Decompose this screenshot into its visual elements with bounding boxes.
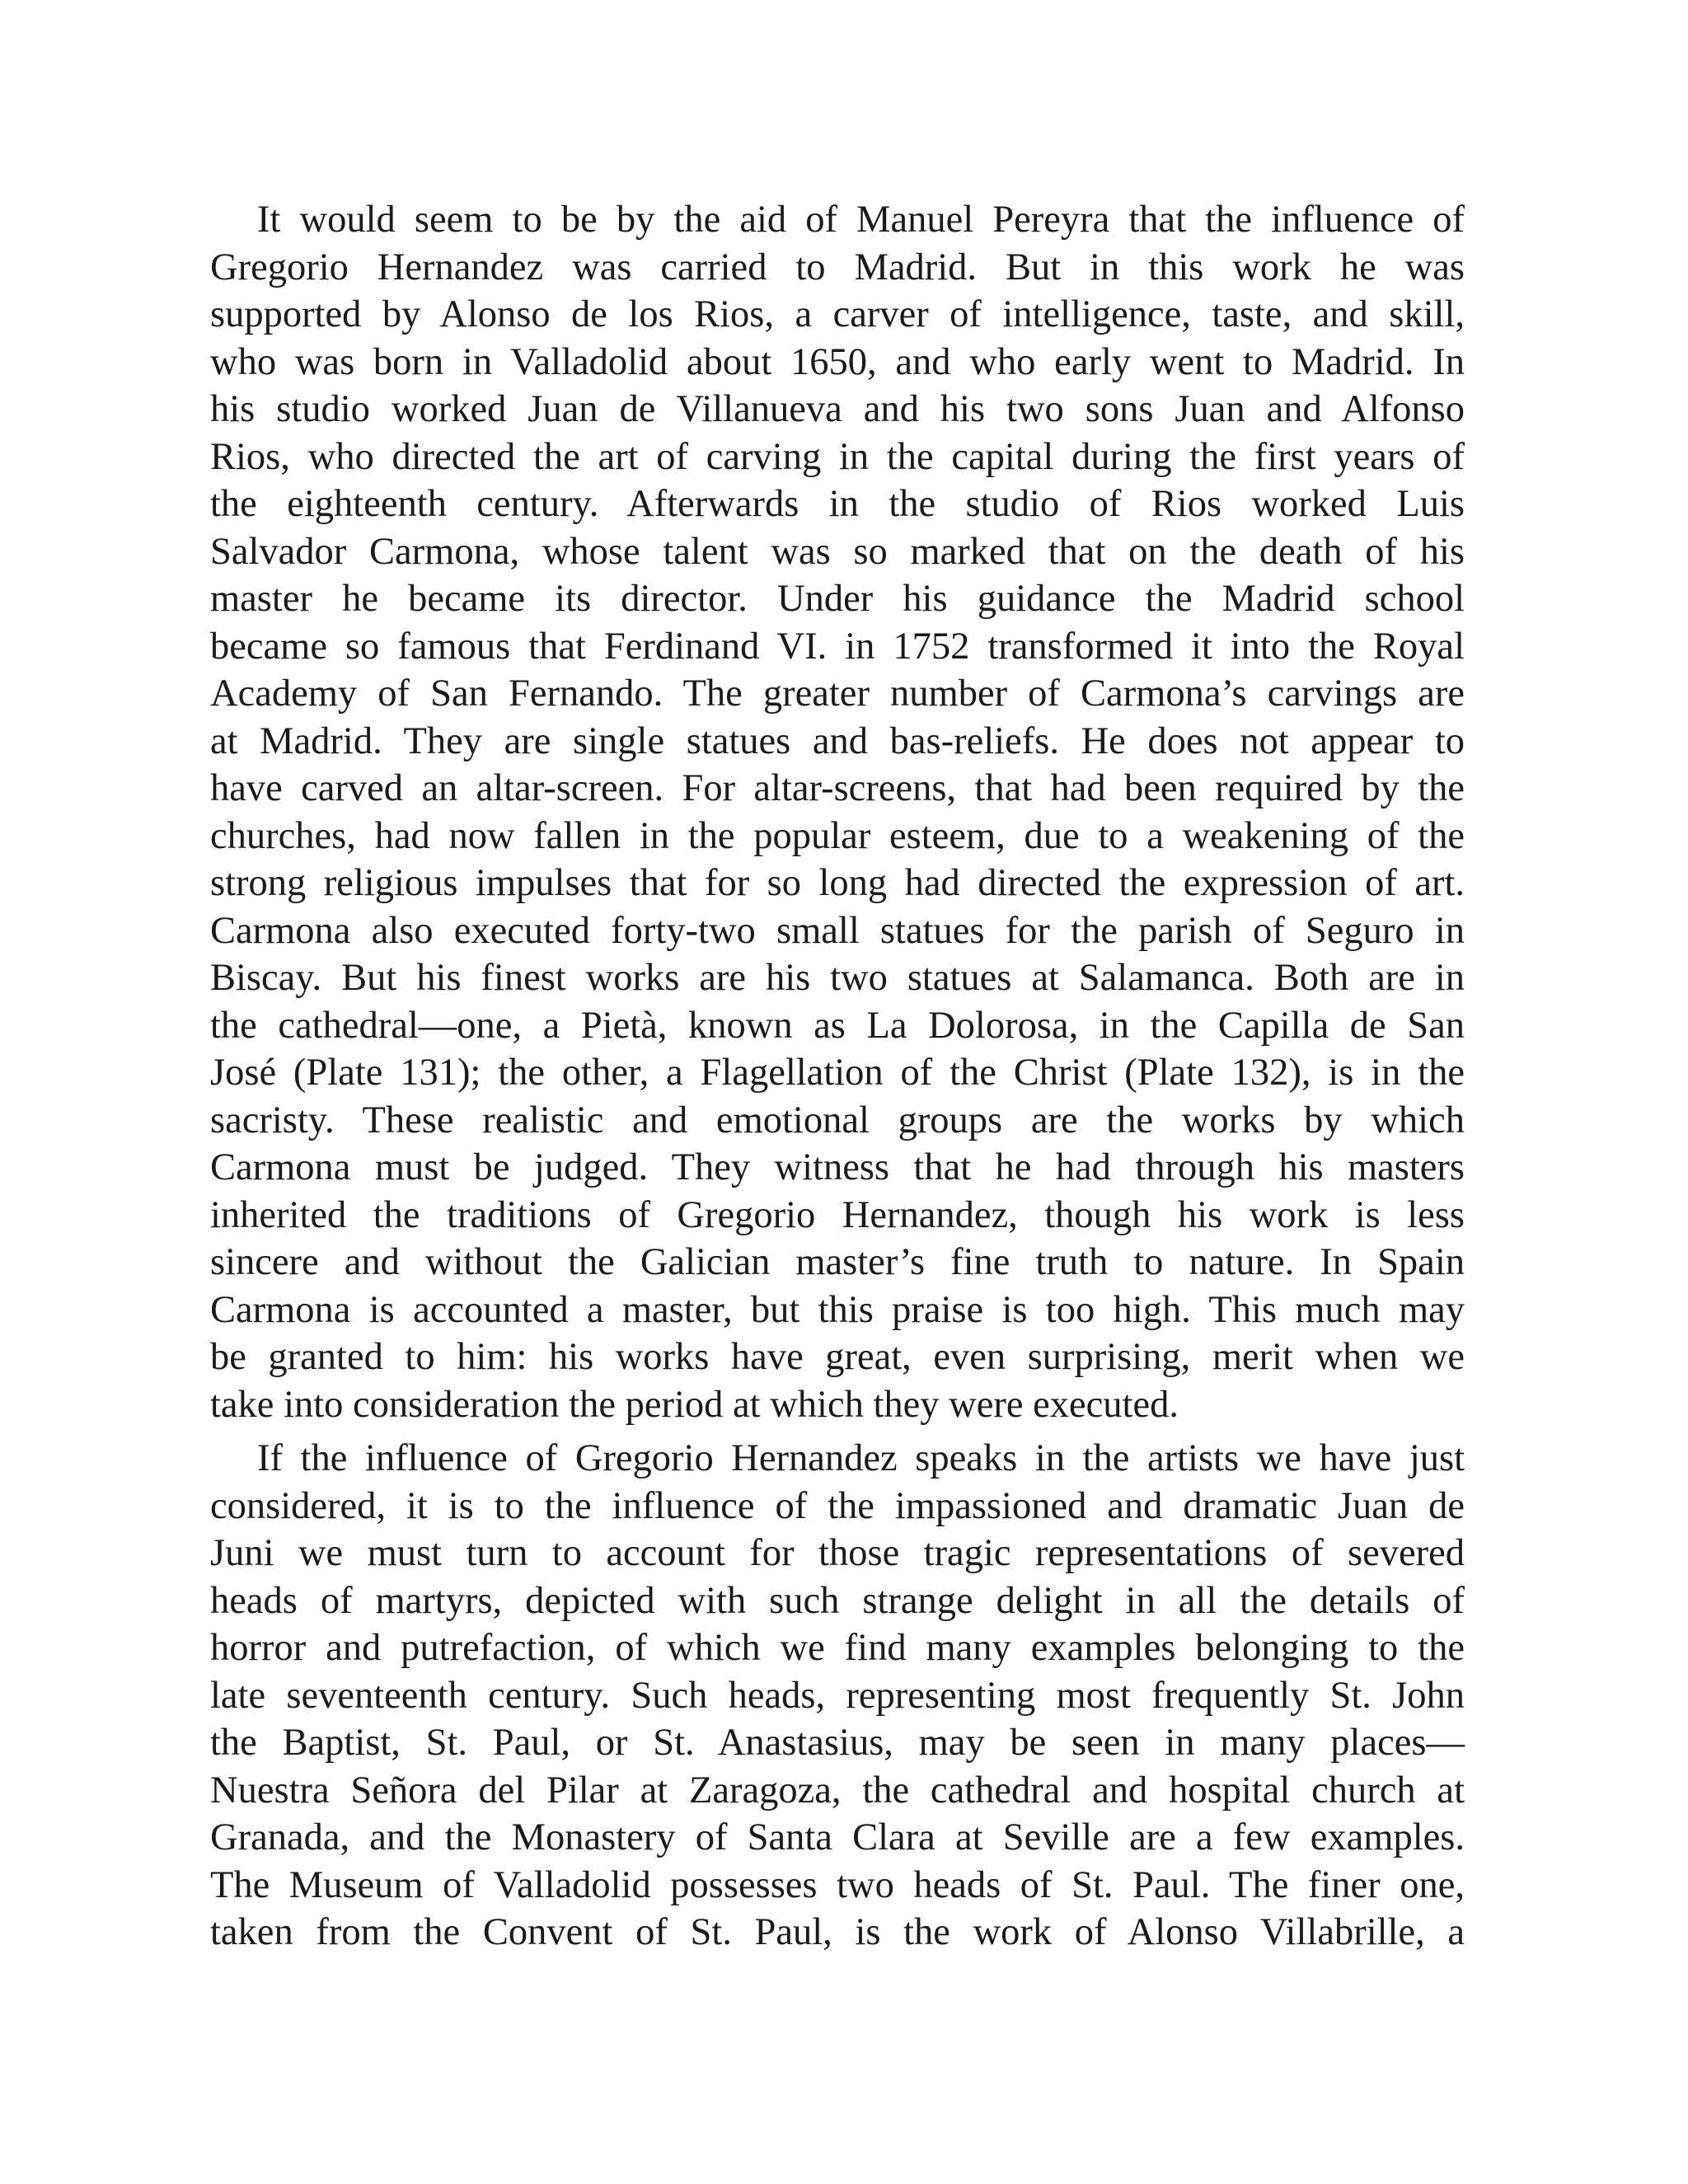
text-line: heads of martyrs, depicted with such strange delight in all the details of [210, 1579, 1465, 1622]
text-line: sacristy. These realistic and emotional groups are the works by which [210, 1099, 1465, 1141]
text-line: Granada, and the Monastery of Santa Clara at Seville are a few examples. [210, 1816, 1465, 1858]
text-line: Gregorio Hernandez was carried to Madrid. But in this work he was [210, 246, 1465, 288]
text-line: who was born in Valladolid about 1650, and who early went to Madrid. In [210, 340, 1465, 383]
text-line: Academy of San Fernando. The greater number of Carmona’s carvings are [210, 673, 1465, 715]
text-line: Biscay. But his finest works are his two statues at Salamanca. Both are in [210, 957, 1465, 999]
text-line: Carmona also executed forty-two small statues for the parish of Seguro in [210, 909, 1465, 952]
body-text [210, 196, 1465, 1957]
text-line: Rios, who directed the art of carving in the capital during the first years of [210, 435, 1465, 478]
text-line: master he became its director. Under his guidance the Madrid school [210, 578, 1465, 620]
text-line: the cathedral—one, a Pietà, known as La Dolorosa, in the Capilla de San [210, 1004, 1465, 1047]
text-line: have carved an altar-screen. For altar-screens, that had been required by the [210, 767, 1465, 809]
paragraph [210, 196, 1465, 1428]
text-line: the Baptist, St. Paul, or St. Anastasius, may be seen in many places— [210, 1722, 1465, 1764]
text-line: taken from the Convent of St. Paul, is the work of Alonso Villabrille, a [210, 1911, 1465, 1953]
text-line: horror and putrefaction, of which we find many examples belonging to the [210, 1627, 1465, 1669]
text-line: strong religious impulses that for so long had directed the expression of art. [210, 862, 1465, 904]
text-line: Juni we must turn to account for those tragic representations of severed [210, 1532, 1465, 1574]
text-line: sincere and without the Galician master’s fine truth to nature. In Spain [210, 1241, 1465, 1283]
text-line: became so famous that Ferdinand VI. in 1752 transformed it into the Royal [210, 625, 1465, 668]
text-line: Salvador Carmona, whose talent was so marked that on the death of his [210, 530, 1465, 573]
text-line: be granted to him: his works have great, even surprising, merit when we [210, 1336, 1465, 1378]
text-line: considered, it is to the influence of the impassioned and dramatic Juan de [210, 1484, 1465, 1527]
text-line: José (Plate 131); the other, a Flagellation of the Christ (Plate 132), is in the [210, 1052, 1465, 1094]
text-line: late seventeenth century. Such heads, representing most frequently St. John [210, 1674, 1465, 1717]
text-line: the eighteenth century. Afterwards in the studio of Rios worked Luis [210, 483, 1465, 525]
text-line: Carmona must be judged. They witness that he had through his masters [210, 1146, 1465, 1188]
text-line: churches, had now fallen in the popular esteem, due to a weakening of the [210, 814, 1465, 857]
text-line: It would seem to be by the aid of Manuel Pereyra that the influence of [257, 199, 1465, 241]
paragraph [210, 1435, 1465, 1957]
text-line: Carmona is accounted a master, but this praise is too high. This much may [210, 1288, 1465, 1331]
text-line: his studio worked Juan de Villanueva and his two sons Juan and Alfonso [210, 388, 1465, 430]
text-line: Nuestra Señora del Pilar at Zaragoza, the cathedral and hospital church at [210, 1769, 1465, 1811]
text-line: inherited the traditions of Gregorio Hernandez, though his work is less [210, 1193, 1465, 1236]
text-line: If the influence of Gregorio Hernandez speaks in the artists we have just [257, 1437, 1465, 1479]
text-line: supported by Alonso de los Rios, a carver of intelligence, taste, and skill, [210, 293, 1465, 335]
text-line: The Museum of Valladolid possesses two heads of St. Paul. The finer one, [210, 1863, 1465, 1906]
text-line: take into consideration the period at which they were executed. [210, 1383, 1179, 1426]
text-line: at Madrid. They are single statues and bas-reliefs. He does not appear to [210, 719, 1465, 762]
